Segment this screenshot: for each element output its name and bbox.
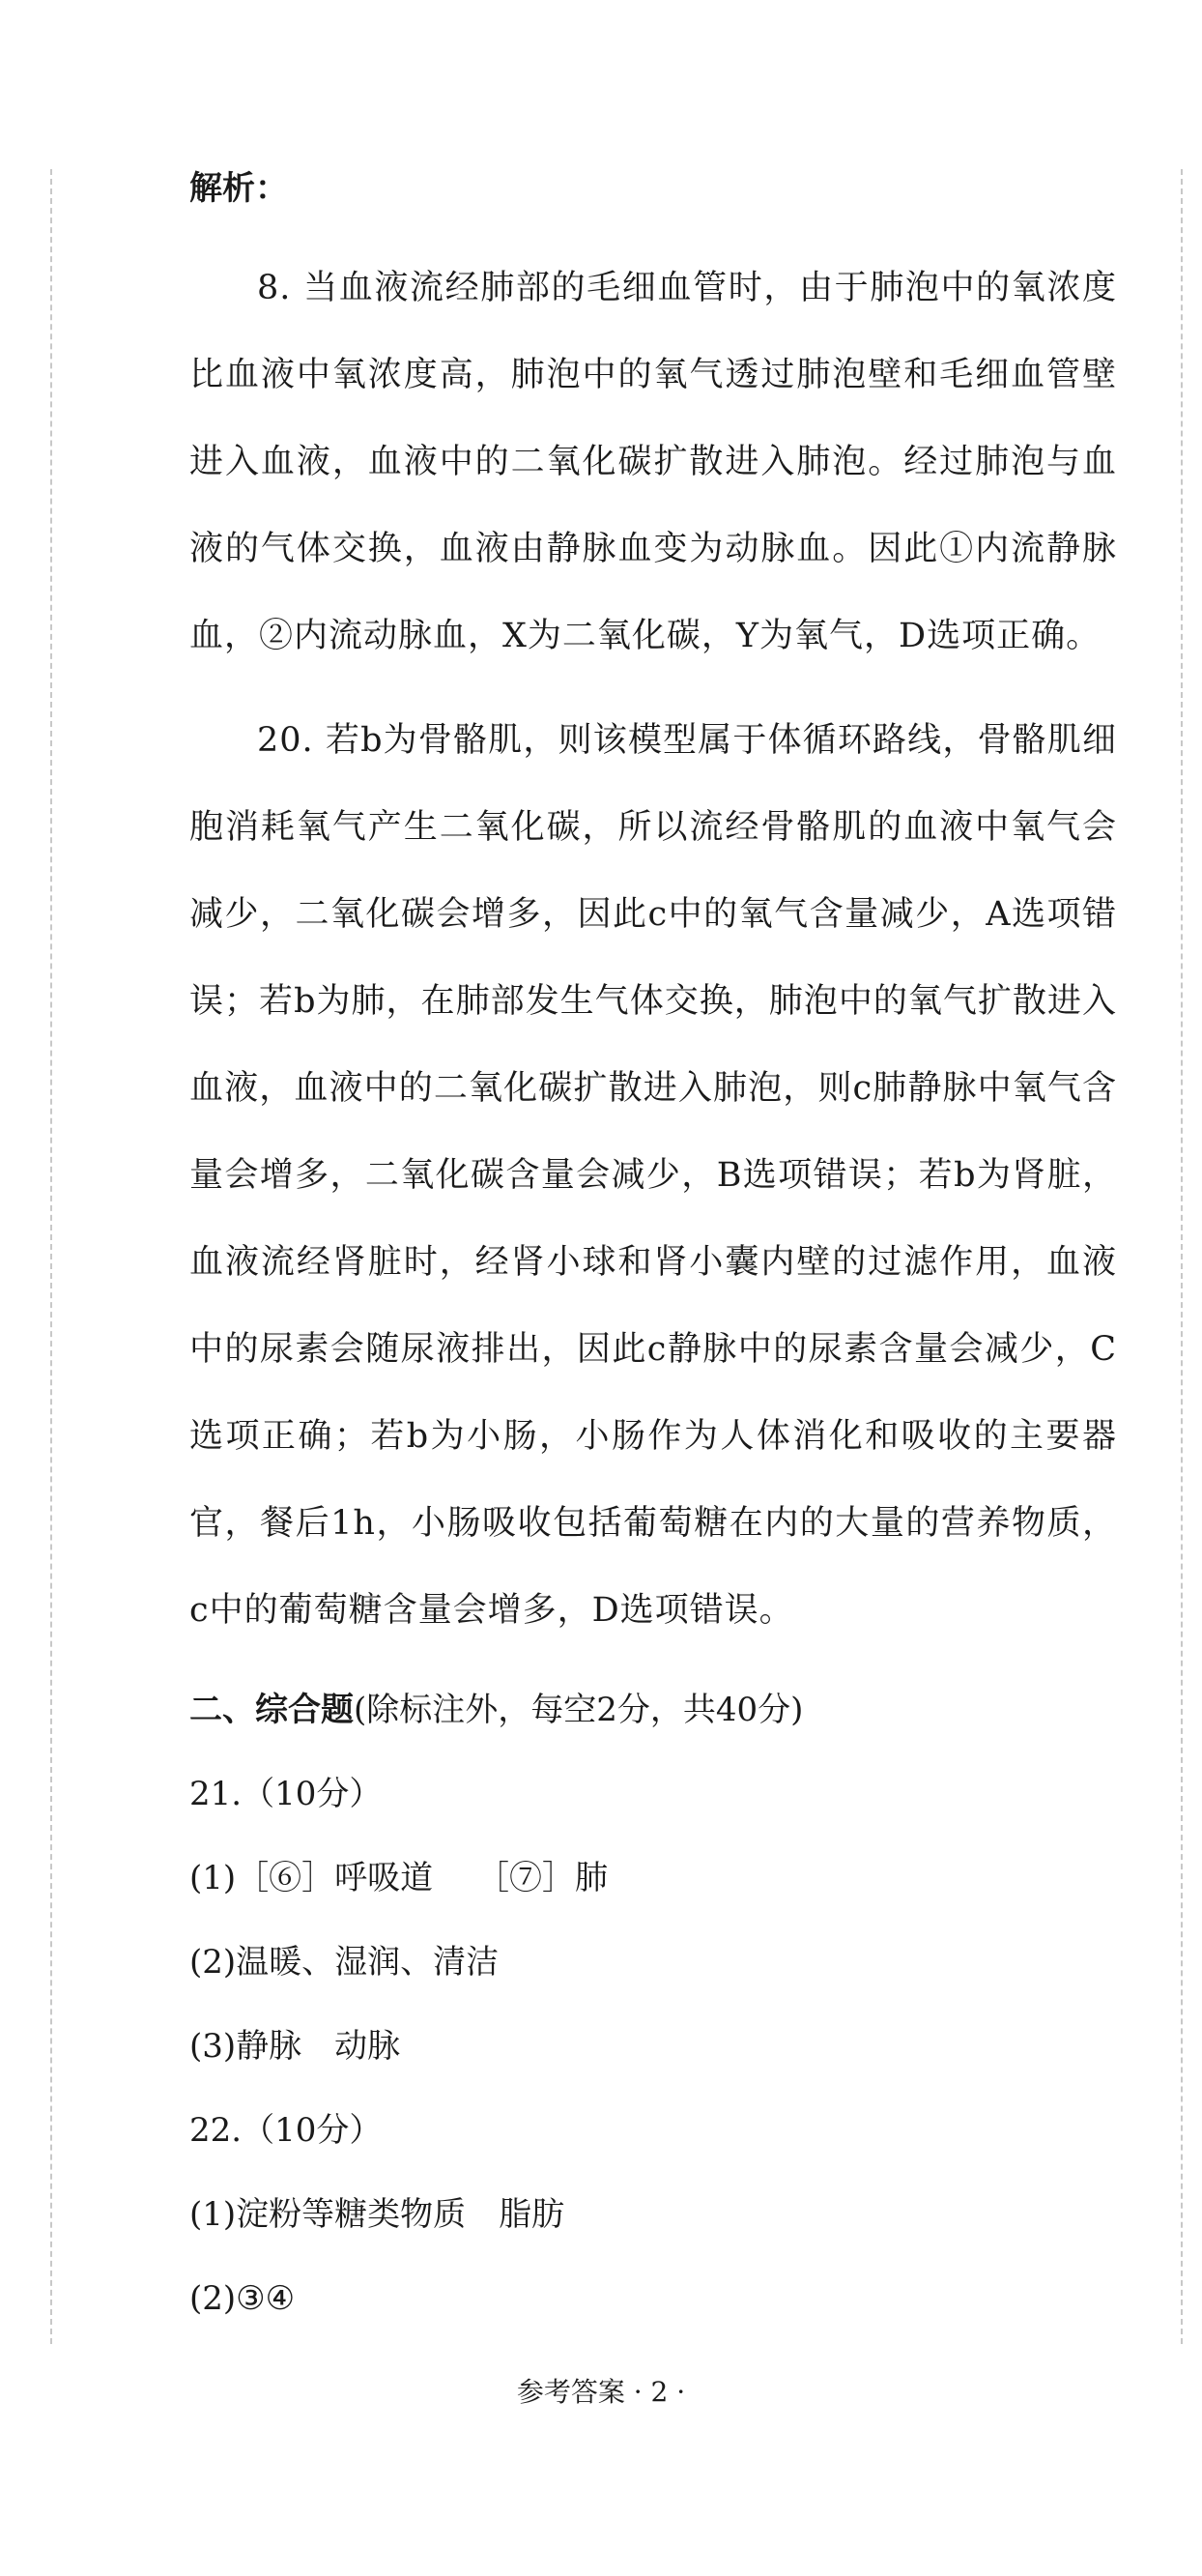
answer-content xyxy=(189,159,1117,2328)
right-dashed-margin xyxy=(1181,169,1183,2344)
answer-line: (2)③④ xyxy=(189,2279,296,2318)
answer-line: (2)温暖、湿润、清洁 xyxy=(189,1943,500,1982)
analysis-paragraph-20: 20. 若b为骨骼肌，则该模型属于体循环路线，骨骼肌细胞消耗氧气产生二氧化碳，所以流经骨骼肌的血液中氧气会减少，二氧化碳会增多，因此c中的氧气含量减少，A选项错误；若b为肺，在肺部发生气体交换，肺泡中的氧气扩散进入血液，血液中的二氧化碳扩散进入肺泡，则c肺静脉中氧气含量会增多，二氧化碳含量会减少，B选项错误；若b为肾脏，血液流经肾脏时，经肾小球和肾小囊内壁的过滤作用，血液中的尿素会随尿液排出，因此c静脉中的尿素含量会减少，C选项正确；若b为小肠，小肠作为人体消化和吸收的主要器官，餐后1h，小肠吸收包括葡萄糖在内的大量的营养物质，c中的葡萄糖含量会增多，D选项错误。 xyxy=(189,721,1117,1630)
page-footer: 参考答案 · 2 · xyxy=(516,2376,686,2408)
answer-line: (1)淀粉等糖类物质 脂肪 xyxy=(189,2195,565,2234)
section-title-main: 二、综合题 xyxy=(189,1691,354,1729)
analysis-paragraph-8: 8. 当血液流经肺部的毛细血管时，由于肺泡中的氧浓度比血液中氧浓度高，肺泡中的氧气透过肺泡壁和毛细血管壁进入血液，血液中的二氧化碳扩散进入肺泡。经过肺泡与血液的气体交换，血液由静脉血变为动脉血。因此①内流静脉血，②内流动脉血，X为二氧化碳，Y为氧气，D选项正确。 xyxy=(189,269,1117,655)
analysis-heading: 解析： xyxy=(189,169,288,208)
left-dashed-margin xyxy=(50,169,52,2344)
section-title-note: (除标注外，每空2分，共40分) xyxy=(354,1691,804,1729)
section-title xyxy=(189,1681,1117,1739)
answer-line: (1)［⑥］呼吸道 ［⑦］肺 xyxy=(189,1859,608,1897)
answer-line: 21.（10分） xyxy=(189,1775,383,1813)
answer-line: 22.（10分） xyxy=(189,2111,383,2150)
answer-line: (3)静脉 动脉 xyxy=(189,2027,401,2066)
